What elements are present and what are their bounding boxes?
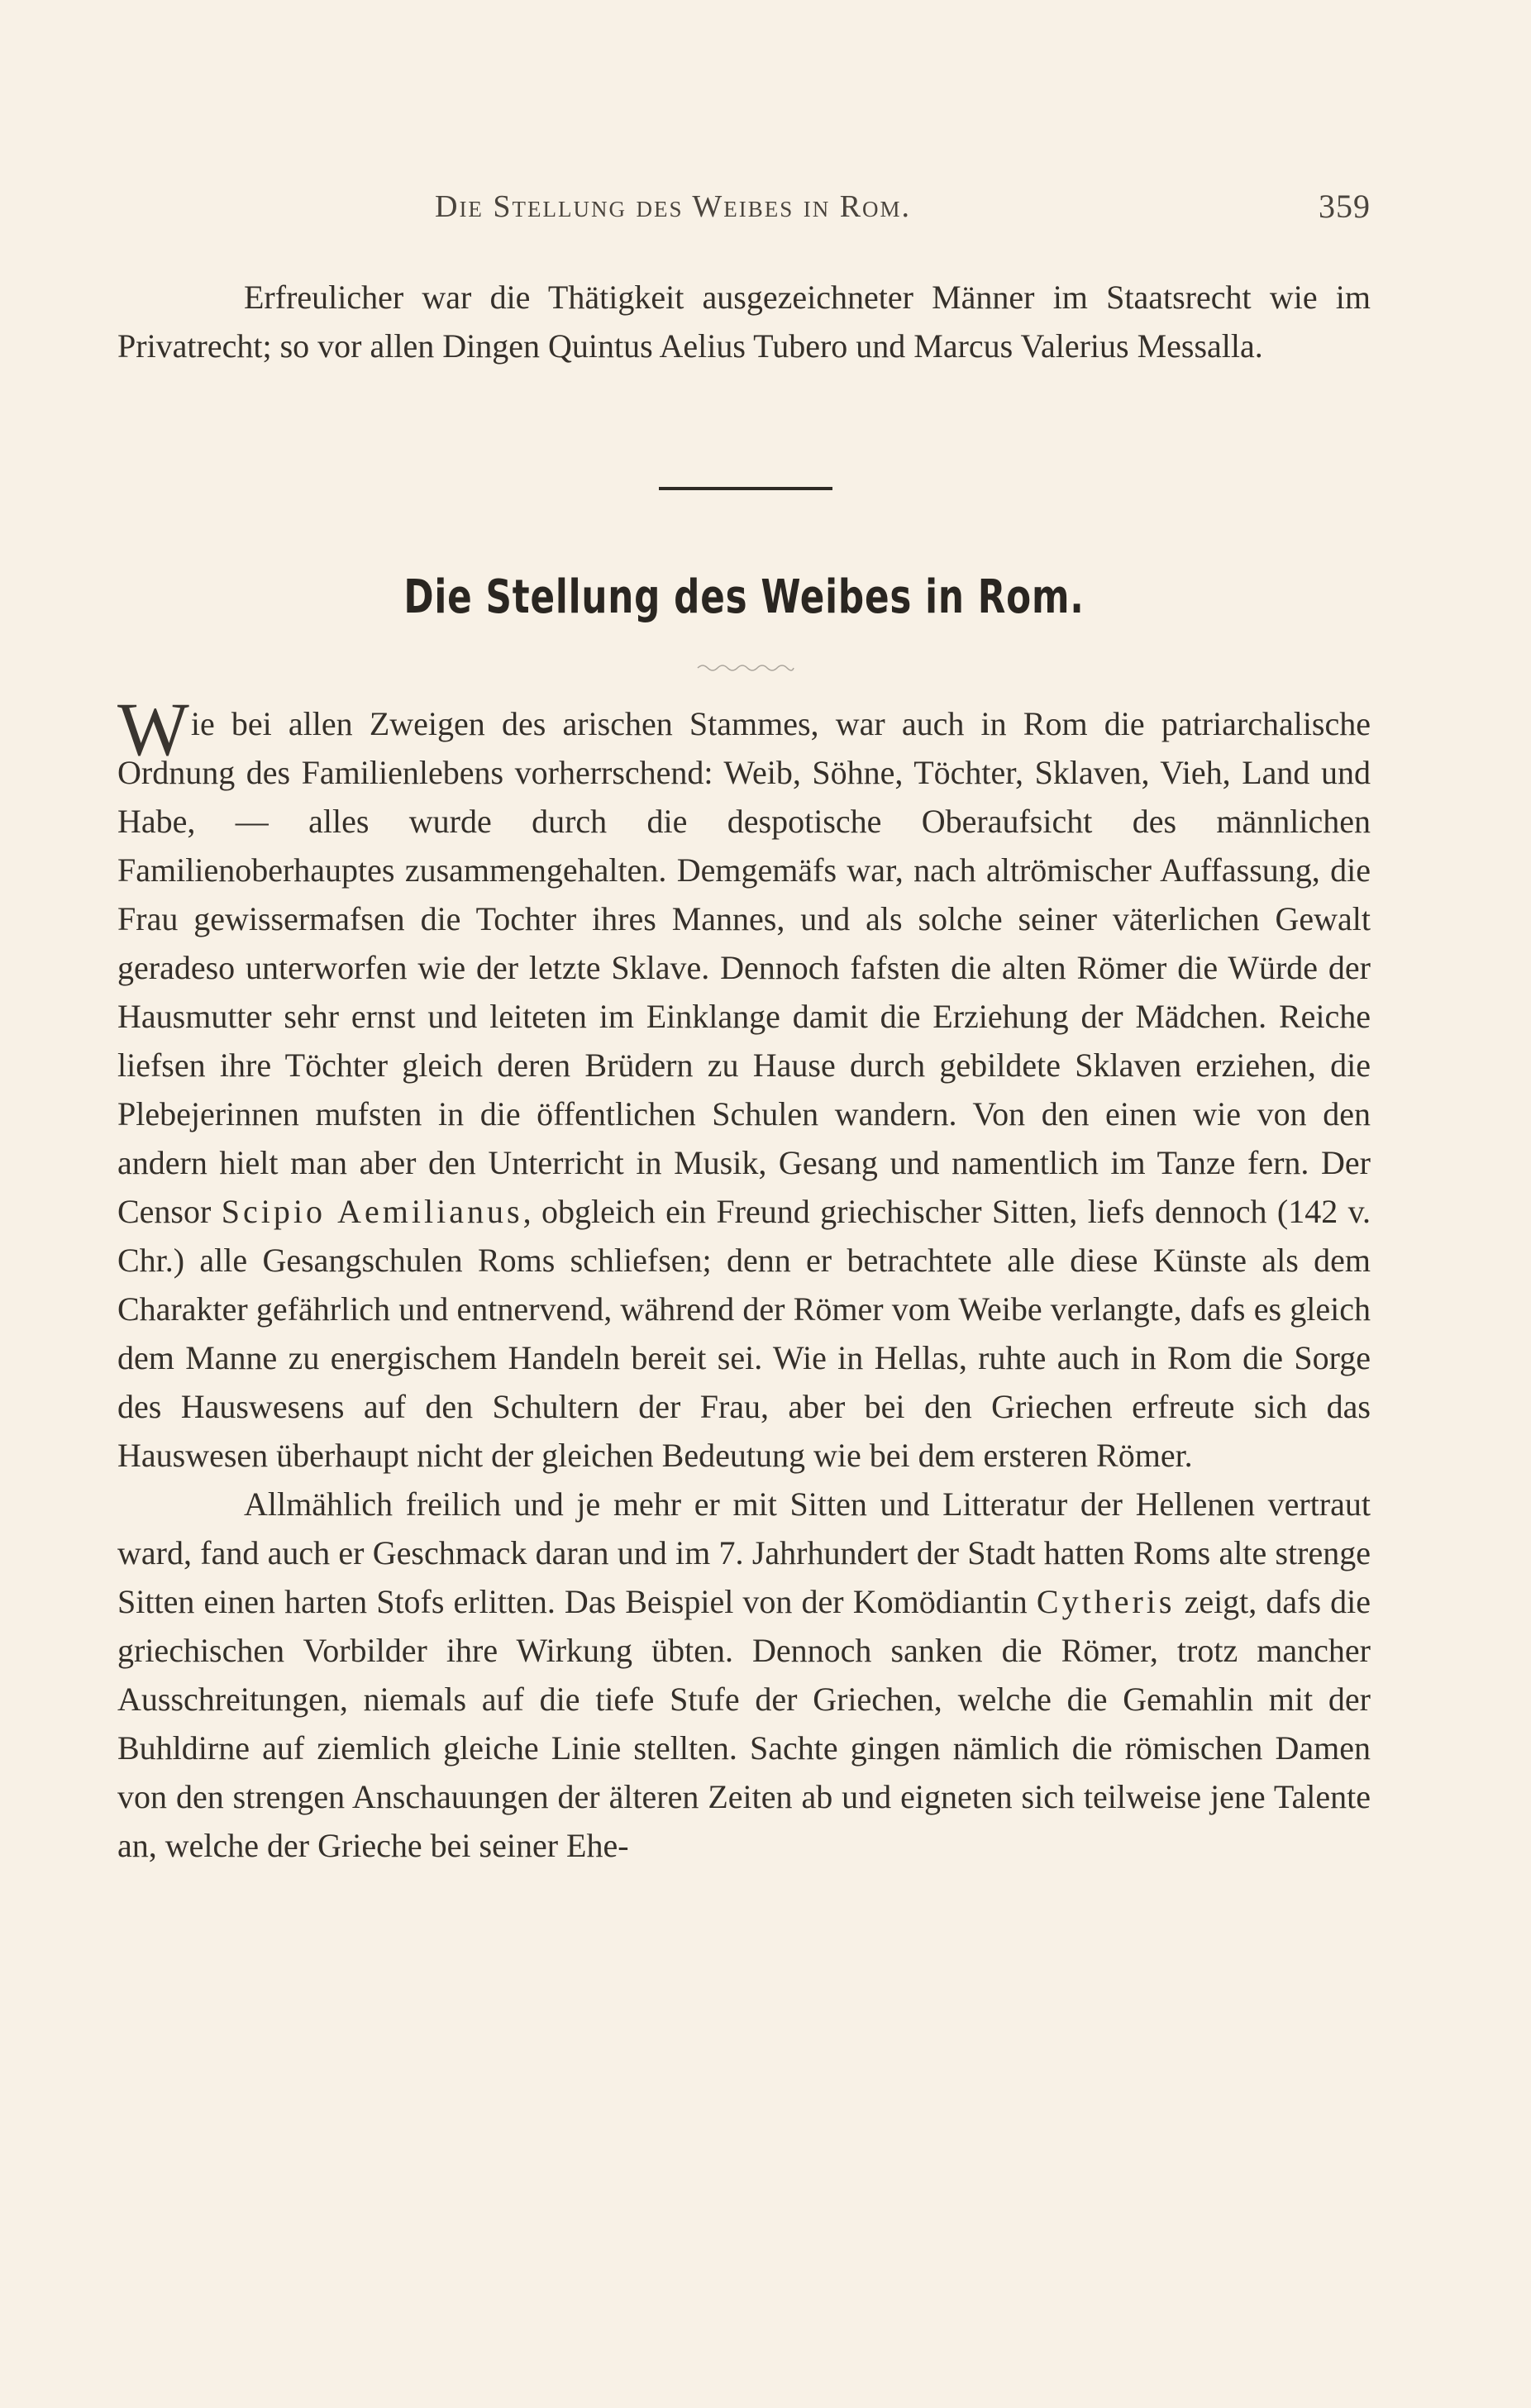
paragraph-1-name: Scipio Aemilianus (221, 1193, 523, 1230)
section-title: Die Stellung des Weibes in Rom. (403, 570, 1085, 624)
running-head (117, 184, 1371, 233)
running-title: Die Stellung des Weibes in Rom. (435, 189, 912, 224)
section-body (117, 687, 1371, 1870)
paragraph-2-text-a: Allmählich freilich und je mehr er mit Sitten und Litteratur der Hellenen vertraut ward, fand auch er Geschmack daran und im 7. Jahrhundert der Stadt hatten Roms alte strenge Sitten einen harten Stofs erlitten. Das Beispiel von der Komödiantin (117, 1485, 1371, 1620)
section-divider-rule (659, 487, 832, 490)
dropcap-letter: W (117, 687, 189, 771)
wave-ornament (696, 662, 795, 674)
paragraph-1-text-b: , obgleich ein Freund griechischer Sitten, liefs dennoch (142 v. Chr.) alle Gesangschulen Roms schliefsen; denn er betrachtete alle diese Künste als dem Charakter gefährlich und entnervend, während der Römer vom Weibe verlangte, dafs es gleich dem Manne zu energischem Handeln bereit sei. Wie in Hellas, ruhte auch in Rom die Sorge des Hauswesens auf den Schultern der Frau, aber bei den Griechen erfreute sich das Hauswesen überhaupt nicht der gleichen Bedeutung wie bei dem ersteren Römer. (117, 1193, 1371, 1474)
book-page (117, 0, 1371, 2408)
paragraph-1 (117, 687, 1371, 1480)
intro-paragraph-block (117, 273, 1371, 370)
intro-paragraph: Erfreulicher war die Thätigkeit ausgezeichneter Männer im Staatsrecht wie im Privatrecht; so vor allen Dingen Quintus Aelius Tubero und Marcus Valerius Messalla. (117, 279, 1371, 365)
paragraph-2-text-b: zeigt, dafs die griechischen Vorbilder ihre Wirkung übten. Dennoch sanken die Römer, trotz mancher Ausschreitungen, niemals auf die tiefe Stufe der Griechen, welche die Gemahlin mit der Buhldirne auf ziemlich gleiche Linie stellten. Sachte gingen nämlich die römischen Damen von den strengen Anschauungen der älteren Zeiten ab und eigneten sich teilweise jene Talente an, welche der Grieche bei seiner Ehe- (117, 1583, 1371, 1864)
paragraph-2 (117, 1480, 1371, 1870)
paragraph-2-name: Cytheris (1036, 1583, 1176, 1620)
page-number: 359 (1319, 188, 1371, 225)
paragraph-1-text-a: ie bei allen Zweigen des arischen Stammes, war auch in Rom die patriarchalische Ordnung des Familienlebens vorherrschend: Weib, Söhne, Töchter, Sklaven, Vieh, Land und Habe, — alles wurde durch die despotische Oberaufsicht des männlichen Familienoberhauptes zusammengehalten. Demgemäfs war, nach altrömischer Auffassung, die Frau gewissermafsen die Tochter ihres Mannes, und als solche seiner väterlichen Gewalt geradeso unterworfen wie der letzte Sklave. Dennoch fafsten die alten Römer die Würde der Hausmutter sehr ernst und leiteten im Einklange damit die Erziehung der Mädchen. Reiche liefsen ihre Töchter gleich deren Brüdern zu Hause durch gebildete Sklaven erziehen, die Plebejerinnen mufsten in die öffentlichen Schulen wandern. Von den einen wie von den andern hielt man aber den Unterricht in Musik, Gesang und namentlich im Tanze fern. Der Censor (117, 705, 1371, 1230)
